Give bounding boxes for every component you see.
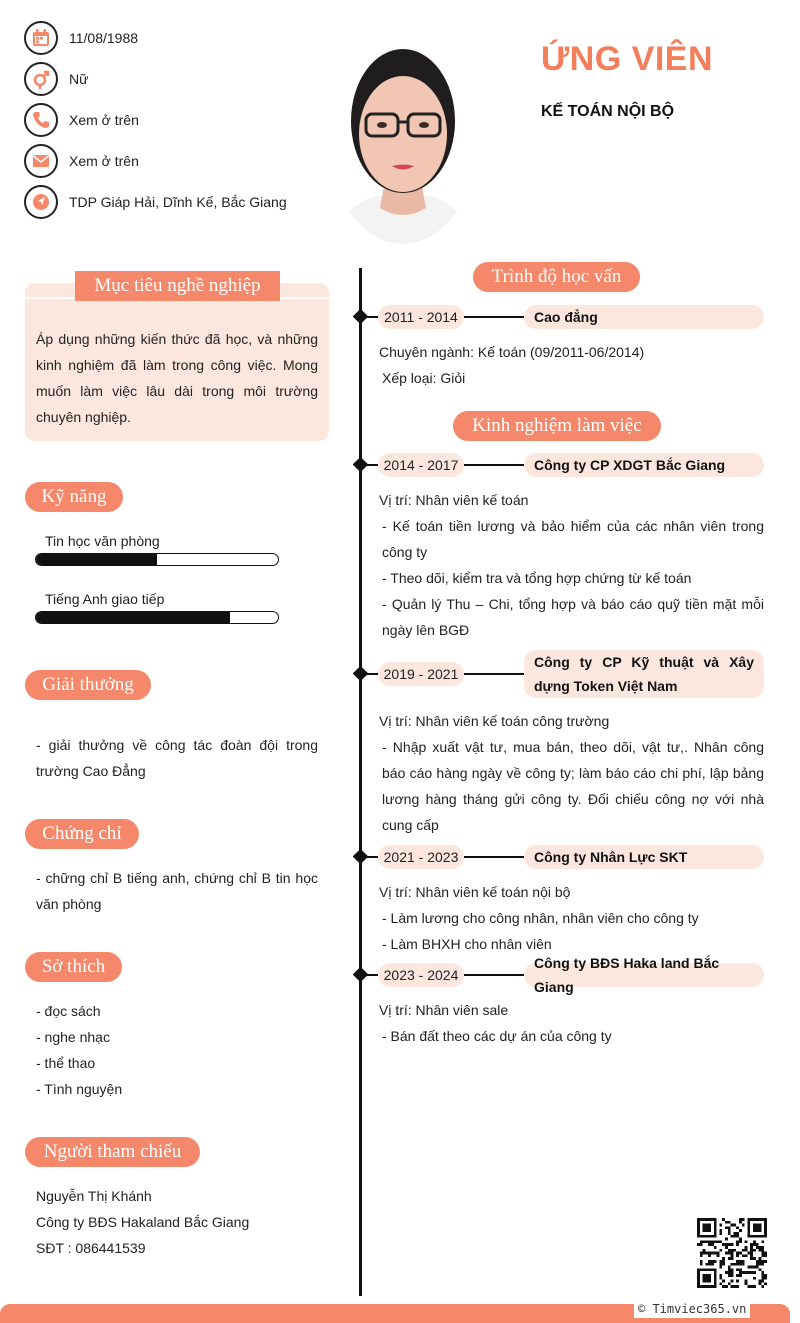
reference-line: Công ty BĐS Hakaland Bắc Giang xyxy=(36,1214,250,1230)
timeline-stub xyxy=(362,856,378,858)
objective-text: Áp dụng những kiến thức đã học, và những kinh nghiệm đã làm trong công việc. Mong muốn làm việc lâu dài trong môi trường chuyên nghiệp. xyxy=(36,331,318,425)
experience-position: Vị trí: Nhân viên sale xyxy=(379,1002,509,1018)
timeline-connector xyxy=(464,974,524,976)
experience-duty: - Nhập xuất vật tư, mua bán, theo dõi, vật tư,. Nhân công báo cáo hàng ngày về công ty; làm báo cáo chi phí, lập bảng lương hàng tháng gửi công ty. Đối chiếu công nợ với nhà cung cấp xyxy=(382,739,764,833)
experience-duty: - Theo dõi, kiểm tra và tổng hợp chứng từ kế toán xyxy=(382,570,692,586)
hobby-item: - thể thao xyxy=(36,1055,96,1071)
timeline-stub xyxy=(362,316,378,318)
profile-photo xyxy=(322,16,484,244)
hobbies-title: Sở thích xyxy=(25,952,122,982)
contact-birthday xyxy=(24,20,138,56)
experience-company: Công ty CP XDGT Bắc Giang xyxy=(524,453,764,477)
education-grade: Xếp loại: Giỏi xyxy=(382,370,466,386)
education-date: 2011 - 2014 xyxy=(378,305,464,329)
timeline-stub xyxy=(362,673,378,675)
experience-date: 2014 - 2017 xyxy=(378,453,464,477)
timeline-stub xyxy=(362,974,378,976)
education-major: Chuyên ngành: Kế toán (09/2011-06/2014) xyxy=(379,344,645,360)
timeline-stub xyxy=(362,464,378,466)
skill-bar-fill xyxy=(36,612,230,623)
experience-date: 2023 - 2024 xyxy=(378,963,464,987)
experience-duty: - Kế toán tiền lương và bảo hiểm của các nhân viên trong công ty xyxy=(382,518,764,560)
qr-code[interactable] xyxy=(697,1218,767,1288)
envelope-icon xyxy=(24,144,58,178)
gender-text: Nữ xyxy=(69,71,89,87)
skill-bar xyxy=(35,611,279,624)
awards-title: Giải thưởng xyxy=(25,670,151,700)
skill-name: Tiếng Anh giao tiếp xyxy=(45,591,165,607)
certificates-text: - chững chỉ B tiếng anh, chứng chỉ B tin học văn phòng xyxy=(36,870,318,912)
timeline-connector xyxy=(464,316,524,318)
phone-icon xyxy=(24,103,58,137)
timeline-connector xyxy=(464,464,524,466)
reference-line: SĐT : 086441539 xyxy=(36,1240,146,1256)
reference-line: Nguyễn Thị Khánh xyxy=(36,1188,152,1204)
experience-company: Công ty Nhân Lực SKT xyxy=(524,845,764,869)
experience-duty: - Làm BHXH cho nhân viên xyxy=(382,936,552,952)
objective-title: Mục tiêu nghề nghiệp xyxy=(75,271,280,301)
calendar-icon xyxy=(24,21,58,55)
timeline-line xyxy=(359,268,362,1296)
certificates-title: Chứng chỉ xyxy=(25,819,139,849)
job-title: KẾ TOÁN NỘI BỘ xyxy=(541,103,675,120)
experience-company: Công ty BĐS Haka land Bắc Giang xyxy=(524,963,764,987)
experience-duty: - Làm lương cho công nhân, nhân viên cho công ty xyxy=(382,910,699,926)
gender-icon xyxy=(24,62,58,96)
timeline-connector xyxy=(464,856,524,858)
experience-date: 2021 - 2023 xyxy=(378,845,464,869)
location-icon xyxy=(24,185,58,219)
phone-text: Xem ở trên xyxy=(69,112,139,128)
experience-duty: - Quản lý Thu – Chi, tổng hợp và báo cáo quỹ tiền mặt mỗi ngày lên BGĐ xyxy=(382,596,764,638)
experience-title: Kinh nghiệm làm việc xyxy=(453,411,661,441)
education-school: Cao đẳng xyxy=(524,305,764,329)
timeline-connector xyxy=(464,673,524,675)
contact-email xyxy=(24,143,139,179)
hobby-item: - Tình nguyện xyxy=(36,1081,123,1097)
footer-credit: © Timviec365.vn xyxy=(634,1300,750,1318)
contact-gender xyxy=(24,61,88,97)
references-title: Người tham chiếu xyxy=(25,1137,200,1167)
experience-position: Vị trí: Nhân viên kế toán xyxy=(379,492,529,508)
email-text: Xem ở trên xyxy=(69,153,139,169)
hobby-item: - đọc sách xyxy=(36,1003,101,1019)
experience-duty: - Bán đất theo các dự án của công ty xyxy=(382,1028,612,1044)
experience-company: Công ty CP Kỹ thuật và Xây dựng Token Việt Nam xyxy=(524,650,764,698)
awards-text: - giải thưởng về công tác đoàn đội trong trường Cao Đẳng xyxy=(36,737,318,779)
skill-bar-fill xyxy=(36,554,157,565)
experience-position: Vị trí: Nhân viên kế toán nội bộ xyxy=(379,884,571,900)
education-title: Trình độ học vấn xyxy=(473,262,640,292)
skill-bar xyxy=(35,553,279,566)
address-text: TDP Giáp Hải, Dĩnh Kế, Bắc Giang xyxy=(69,194,287,210)
contact-address xyxy=(24,184,287,220)
experience-position: Vị trí: Nhân viên kế toán công trường xyxy=(379,713,610,729)
birthday-text: 11/08/1988 xyxy=(69,30,139,46)
skill-name: Tin học văn phòng xyxy=(45,533,160,549)
contact-phone xyxy=(24,102,139,138)
skills-title: Kỹ năng xyxy=(25,482,123,512)
experience-date: 2019 - 2021 xyxy=(378,662,464,686)
candidate-name: ỨNG VIÊN xyxy=(541,40,714,78)
hobby-item: - nghe nhạc xyxy=(36,1029,110,1045)
